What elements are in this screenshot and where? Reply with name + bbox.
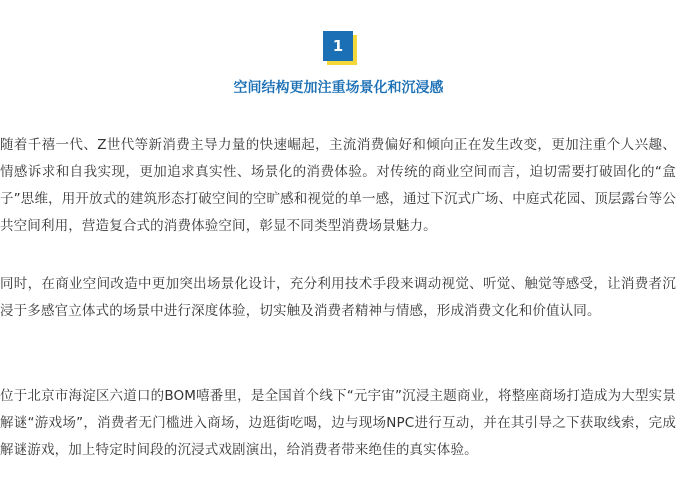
- section-number: 1: [323, 31, 353, 61]
- section-number-badge: [323, 31, 357, 65]
- paragraph-scene-design: 同时，在商业空间改造中更加突出场景化设计，充分利用技术手段来调动视觉、听觉、触觉等感受，让消费者沉浸于多感官立体式的场景中进行深度体验，切实触及消费者精神与情感，形成消费文化和价值认同。: [0, 276, 676, 319]
- paragraph-consumer-trends: 随着千禧一代、Z世代等新消费主导力量的快速崛起，主流消费偏好和倾向正在发生改变，更加注重个人兴趣、情感诉求和自我实现，更加追求真实性、场景化的消费体验。对传统的商业空间而言，迫切需要打破固化的“盒子”思维，用开放式的建筑形态打破空间的空旷感和视觉的单一感，通过下沉式广场、中庭式花园、顶层露台等公共空间利用，营造复合式的消费体验空间，彰显不同类型消费场景魅力。: [0, 137, 676, 234]
- paragraph-bom-example: 位于北京市海淀区六道口的BOM嘻番里，是全国首个线下“元宇宙”沉浸主题商业，将整座商场打造成为大型实景解谜“游戏场”，消费者无门槛进入商场，边逛街吃喝，边与现场NPC进行互动，并在其引导之下获取线索，完成解谜游戏，加上特定时间段的沉浸式戏剧演出，给消费者带来绝佳的真实体验。: [0, 388, 676, 458]
- section-title: 空间结构更加注重场景化和沉浸感: [233, 80, 444, 96]
